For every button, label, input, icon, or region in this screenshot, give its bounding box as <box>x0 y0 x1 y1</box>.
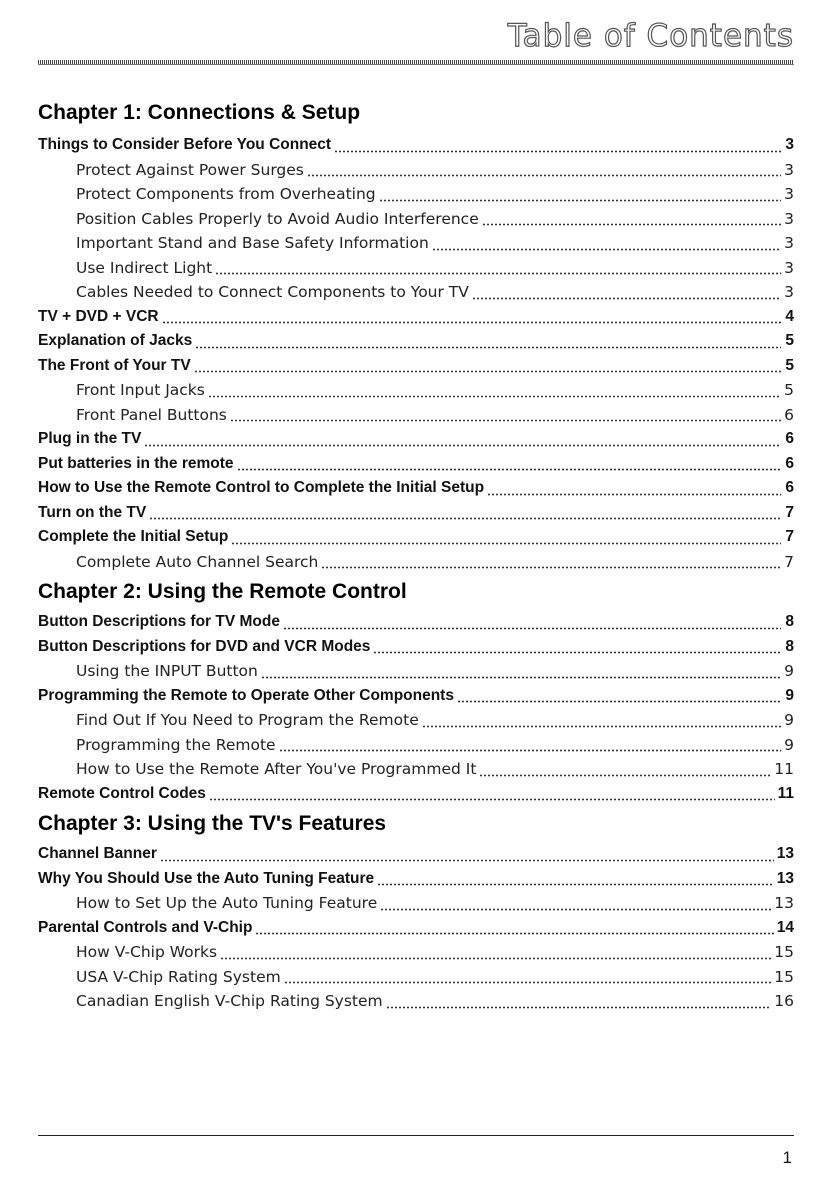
toc-entry-title: Channel Banner <box>38 845 157 862</box>
dot-leader <box>321 566 781 570</box>
toc-section-entry[interactable] <box>38 867 794 892</box>
toc-section-entry[interactable] <box>38 610 794 635</box>
toc-entry-title: How to Use the Remote After You've Programmed It <box>76 760 477 778</box>
dot-leader <box>307 174 781 178</box>
toc-entry-page: 9 <box>784 662 794 680</box>
toc-entry-page: 3 <box>784 185 794 203</box>
dot-leader <box>284 981 772 985</box>
toc-entry-title: Button Descriptions for TV Mode <box>38 613 280 630</box>
toc-entry-title: How to Use the Remote Control to Complete the Initial Setup <box>38 479 485 496</box>
toc-subsection-entry[interactable] <box>38 207 794 232</box>
toc-section-entry[interactable] <box>38 354 794 379</box>
dot-leader <box>334 149 781 153</box>
toc-section-entry[interactable] <box>38 427 794 452</box>
toc-section-entry[interactable] <box>38 635 794 660</box>
toc-section-entry[interactable] <box>38 452 794 477</box>
toc-entry-page: 3 <box>784 283 794 301</box>
toc-entry-title: Turn on the TV <box>38 503 147 521</box>
toc-entry-page: 15 <box>774 967 794 986</box>
toc-entry-page: 3 <box>784 234 794 252</box>
toc-entry-title: Complete the Initial Setup <box>38 528 229 545</box>
toc-entry-page: 9 <box>784 735 794 754</box>
dot-leader <box>162 321 781 325</box>
toc-entry-page: 6 <box>784 405 794 424</box>
dot-leader <box>194 370 781 374</box>
dot-leader <box>380 907 771 911</box>
toc-section-entry[interactable] <box>38 501 794 526</box>
toc-entry-title: Cables Needed to Connect Components to Your TV <box>76 283 469 301</box>
toc-section-entry[interactable] <box>38 782 794 807</box>
toc-entry-page: 4 <box>785 307 794 325</box>
dot-leader <box>230 419 781 423</box>
chapter-heading: Chapter 1: Connections & Setup <box>38 101 361 124</box>
toc-subsection-entry[interactable] <box>38 989 794 1014</box>
dot-leader <box>479 773 771 777</box>
dot-leader <box>160 858 774 862</box>
toc-subsection-entry[interactable] <box>38 550 794 575</box>
toc-entry-page: 13 <box>774 894 794 912</box>
dot-leader <box>215 272 781 276</box>
toc-entry-title: Complete Auto Channel Search <box>76 552 319 571</box>
dot-leader <box>487 492 781 496</box>
toc-entry-title: Using the INPUT Button <box>76 662 258 680</box>
toc-entry-page: 8 <box>785 637 794 655</box>
toc-entry-title: USA V-Chip Rating System <box>76 967 281 986</box>
toc-subsection-entry[interactable] <box>38 231 794 256</box>
toc-entry-page: 5 <box>785 332 794 349</box>
header-divider <box>38 60 794 65</box>
toc-subsection-entry[interactable] <box>38 757 794 782</box>
toc-entry-title: Things to Consider Before You Connect <box>38 136 332 153</box>
toc-entry-page: 7 <box>784 552 794 571</box>
toc-entry-title: Important Stand and Base Safety Information <box>76 234 429 252</box>
dot-leader <box>144 443 781 447</box>
dot-leader <box>379 198 781 202</box>
toc-entry-page: 11 <box>777 784 794 802</box>
dot-leader <box>261 675 781 679</box>
toc-entry-page: 14 <box>776 918 794 936</box>
chapter-heading: Chapter 2: Using the Remote Control <box>38 580 407 603</box>
dot-leader <box>482 223 781 227</box>
toc-entry-title: Button Descriptions for DVD and VCR Modes <box>38 637 371 655</box>
toc-entry-page: 7 <box>785 503 794 521</box>
toc-subsection-entry[interactable] <box>38 378 794 403</box>
toc-section-entry[interactable] <box>38 305 794 330</box>
toc-entry-title: Put batteries in the remote <box>38 454 234 472</box>
toc-entry-page: 13 <box>776 869 794 887</box>
toc-subsection-entry[interactable] <box>38 733 794 758</box>
toc-section-entry[interactable] <box>38 684 794 709</box>
toc-entry-page: 3 <box>784 258 794 277</box>
toc-entry-page: 9 <box>784 711 794 729</box>
toc-subsection-entry[interactable] <box>38 280 794 305</box>
toc-entry-title: Find Out If You Need to Program the Remote <box>76 711 419 729</box>
toc-subsection-entry[interactable] <box>38 965 794 990</box>
toc-entry-title: Front Panel Buttons <box>76 405 227 424</box>
toc-entry-title: Plug in the TV <box>38 430 142 447</box>
dot-leader <box>472 296 781 300</box>
toc-entry-page: 8 <box>785 613 794 630</box>
toc-entry-title: Remote Control Codes <box>38 784 206 802</box>
toc-subsection-entry[interactable] <box>38 158 794 183</box>
footer-divider <box>38 1135 794 1136</box>
dot-leader <box>209 798 775 802</box>
toc-entry-page: 3 <box>785 136 794 153</box>
dot-leader <box>208 394 781 398</box>
dot-leader <box>373 651 781 655</box>
toc-section-entry[interactable] <box>38 133 794 158</box>
toc-entry-title: TV + DVD + VCR <box>38 307 159 325</box>
toc-entry-title: Use Indirect Light <box>76 258 213 277</box>
toc-entry-page: 6 <box>785 454 794 472</box>
dot-leader <box>195 345 781 349</box>
toc-entry-title: Protect Components from Overheating <box>76 185 376 203</box>
dot-leader <box>255 932 773 936</box>
dot-leader <box>279 749 781 753</box>
toc-entry-title: How to Set Up the Auto Tuning Feature <box>76 894 378 912</box>
toc-entry-title: Programming the Remote to Operate Other Components <box>38 686 454 704</box>
toc-entry-page: 3 <box>784 160 794 179</box>
toc-entry-page: 6 <box>785 430 794 447</box>
toc-entry-page: 15 <box>774 943 794 961</box>
toc-section-entry[interactable] <box>38 476 794 501</box>
toc-entry-page: 9 <box>785 686 794 704</box>
toc-entry-page: 3 <box>784 209 794 228</box>
page-number: 1 <box>782 1148 792 1167</box>
dot-leader <box>237 468 781 472</box>
dot-leader <box>283 626 781 630</box>
toc-section-entry[interactable] <box>38 916 794 941</box>
toc-entry-title: Front Input Jacks <box>76 381 205 399</box>
toc-entry-page: 11 <box>774 760 794 778</box>
toc-entry-title: Explanation of Jacks <box>38 332 193 349</box>
toc-subsection-entry[interactable] <box>38 891 794 916</box>
dot-leader <box>231 541 781 545</box>
toc-subsection-entry[interactable] <box>38 659 794 684</box>
toc-subsection-entry[interactable] <box>38 403 794 428</box>
toc-section-entry[interactable] <box>38 842 794 867</box>
page-header-title: Table of Contents <box>507 18 794 54</box>
chapter-heading: Chapter 3: Using the TV's Features <box>38 812 387 835</box>
dot-leader <box>149 517 781 521</box>
toc-entry-page: 5 <box>785 356 794 374</box>
toc-entry-title: Position Cables Properly to Avoid Audio Interference <box>76 209 479 228</box>
toc-entry-title: Parental Controls and V-Chip <box>38 918 253 936</box>
toc-entry-title: The Front of Your TV <box>38 356 191 374</box>
toc-entry-title: Programming the Remote <box>76 735 276 754</box>
toc-entry-title: Canadian English V-Chip Rating System <box>76 992 383 1010</box>
dot-leader <box>432 247 781 251</box>
toc-section-entry[interactable] <box>38 525 794 550</box>
toc-entry-title: Protect Against Power Surges <box>76 160 304 179</box>
table-of-contents <box>38 95 794 1014</box>
toc-subsection-entry[interactable] <box>38 708 794 733</box>
toc-section-entry[interactable] <box>38 329 794 354</box>
toc-entry-page: 6 <box>785 479 794 496</box>
toc-entry-title: Why You Should Use the Auto Tuning Feature <box>38 869 375 887</box>
dot-leader <box>422 724 781 728</box>
toc-entry-page: 5 <box>784 381 794 399</box>
toc-subsection-entry[interactable] <box>38 940 794 965</box>
dot-leader <box>220 956 771 960</box>
toc-subsection-entry[interactable] <box>38 256 794 281</box>
dot-leader <box>377 883 774 887</box>
toc-entry-title: How V-Chip Works <box>76 943 218 961</box>
toc-subsection-entry[interactable] <box>38 182 794 207</box>
toc-entry-page: 16 <box>774 992 794 1010</box>
toc-entry-page: 13 <box>776 845 794 862</box>
dot-leader <box>457 700 781 704</box>
toc-entry-page: 7 <box>785 528 794 545</box>
dot-leader <box>386 1005 772 1009</box>
